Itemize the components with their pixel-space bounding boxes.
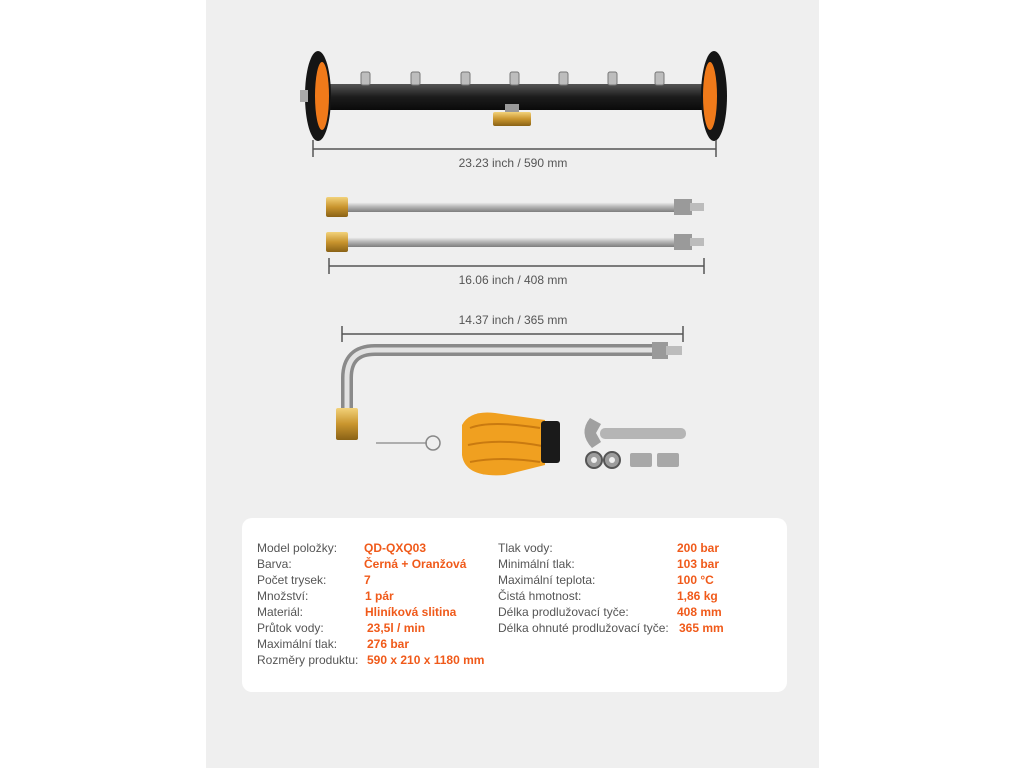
spec-value: 408 mm [677,605,722,619]
spec-label: Maximální tlak: [257,637,338,651]
spec-row [257,620,497,636]
extension-wand [326,232,704,252]
spec-label: Tlak vody: [498,541,553,555]
nut-and-adapters [586,452,679,468]
spec-value: 200 bar [677,541,720,555]
spec-row [498,572,758,588]
spec-value: 1 pár [365,589,394,603]
spec-row [498,556,758,572]
spec-label: Množství: [257,589,309,603]
spec-row [498,620,758,636]
spec-label: Model položky: [257,541,338,555]
specs-left-column [257,540,497,668]
spec-value: 103 bar [677,557,720,571]
spec-label: Délka prodlužovací tyče: [498,605,629,619]
spec-row [257,652,497,668]
spec-row [257,588,497,604]
spec-value: 1,86 kg [677,589,718,603]
spec-value: 7 [364,573,371,587]
spec-label: Minimální tlak: [498,557,575,571]
left-wheel [300,51,331,141]
wrench [584,418,686,448]
spec-value: 100 °C [677,573,714,587]
spec-row [257,540,497,556]
bent-wand-dimension-label: 14.37 inch / 365 mm [458,313,568,327]
wand-dimension-label: 16.06 inch / 408 mm [458,273,568,287]
specification-card [242,518,787,692]
spec-row [498,540,758,556]
nozzle-row [361,72,664,85]
bent-wand-dimension-line [342,326,683,342]
wand-dimension-line [329,258,704,274]
spec-value: 365 mm [679,621,724,635]
specs-right-column [498,540,758,636]
spec-label: Čistá hmotnost: [498,589,582,603]
broom-dimension-label: 23.23 inch / 590 mm [458,156,568,170]
spec-row [257,572,497,588]
wash-mitt [462,413,560,476]
spec-value: 276 bar [367,637,410,651]
spec-value: 23,5l / min [367,621,426,635]
spec-value: Hliníková slitina [365,605,457,619]
spec-label: Délka ohnuté prodlužovací tyče: [498,621,669,635]
undercarriage-broom [300,51,727,141]
spec-row [498,604,758,620]
spec-value: QD-QXQ03 [364,541,427,555]
extension-wand [326,197,704,217]
spec-label: Maximální teplota: [498,573,596,587]
spec-row [257,604,497,620]
broom-dimension-line [313,140,716,157]
spec-value: 590 x 210 x 1180 mm [367,653,485,667]
spec-label: Rozměry produktu: [257,653,359,667]
spec-row [257,636,497,652]
spec-label: Materiál: [257,605,304,619]
spec-row [257,556,497,572]
spec-value: Černá + Oranžová [364,557,467,571]
spec-label: Průtok vody: [257,621,324,635]
spec-row [498,588,758,604]
spec-label: Počet trysek: [257,573,327,587]
cleaning-needle [376,436,440,450]
right-wheel [701,51,727,141]
spec-label: Barva: [257,557,292,571]
